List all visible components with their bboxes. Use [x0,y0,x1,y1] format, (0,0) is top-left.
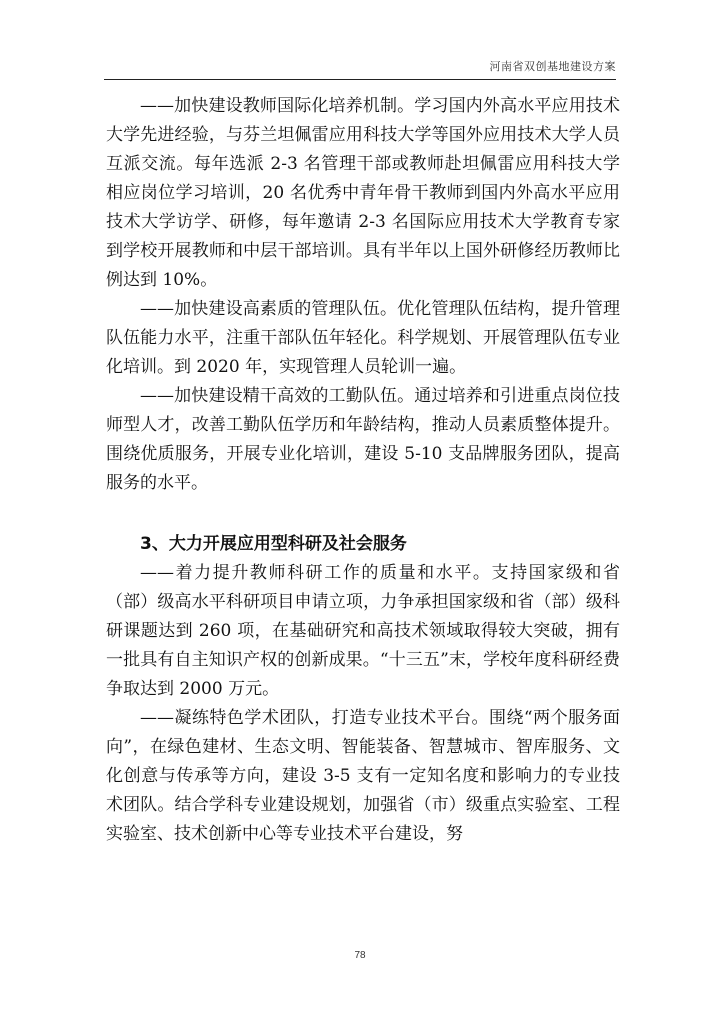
header-rule [104,79,616,80]
paragraph: ——凝练特色学术团队，打造专业技术平台。围绕“两个服务面向”，在绿色建材、生态文明、智能装备、智慧城市、智库服务、文化创意与传承等方向，建设 3-5 支有一定知名度和影响力的专业技术团队。结合学科专业建设规划，加强省（市）级重点实验室、工程实验室、技术创新中心等专业技术平台建设，努 [106,708,620,844]
paragraph: ——加快建设高素质的管理队伍。优化管理队伍结构，提升管理队伍能力水平，注重干部队伍年轻化。科学规划、开展管理队伍专业化培训。到 2020 年，实现管理人员轮训一遍。 [106,299,620,377]
running-header: 河南省双创基地建设方案 [489,60,616,73]
page-number: 78 [354,950,366,961]
section-heading: 3、大力开展应用型科研及社会服务 [140,534,407,554]
paragraph: ——加快建设精干高效的工勤队伍。通过培养和引进重点岗位技师型人才，改善工勤队伍学历和年龄结构，推动人员素质整体提升。围绕优质服务，开展专业化培训，建设 5-10 支品牌服务团队，提高服务的水平。 [106,386,620,493]
document-body [106,92,620,849]
paragraph: ——着力提升教师科研工作的质量和水平。支持国家级和省（部）级高水平科研项目申请立项，力争承担国家级和省（部）级科研课题达到 260 项，在基础研究和高技术领域取得较大突破，拥有一批具有自主知识产权的创新成果。“十三五”末，学校年度科研经费争取达到 2000 万元。 [106,563,620,699]
paragraph: ——加快建设教师国际化培养机制。学习国内外高水平应用技术大学先进经验，与芬兰坦佩雷应用科技大学等国外应用技术大学人员互派交流。每年选派 2-3 名管理干部或教师赴坦佩雷应用科技大学相应岗位学习培训，20 名优秀中青年骨干教师到国内外高水平应用技术大学访学、研修，每年邀请 2-3 名国际应用技术大学教育专家到学校开展教师和中层干部培训。具有半年以上国外研修经历教师比例达到 10%。 [106,96,620,290]
